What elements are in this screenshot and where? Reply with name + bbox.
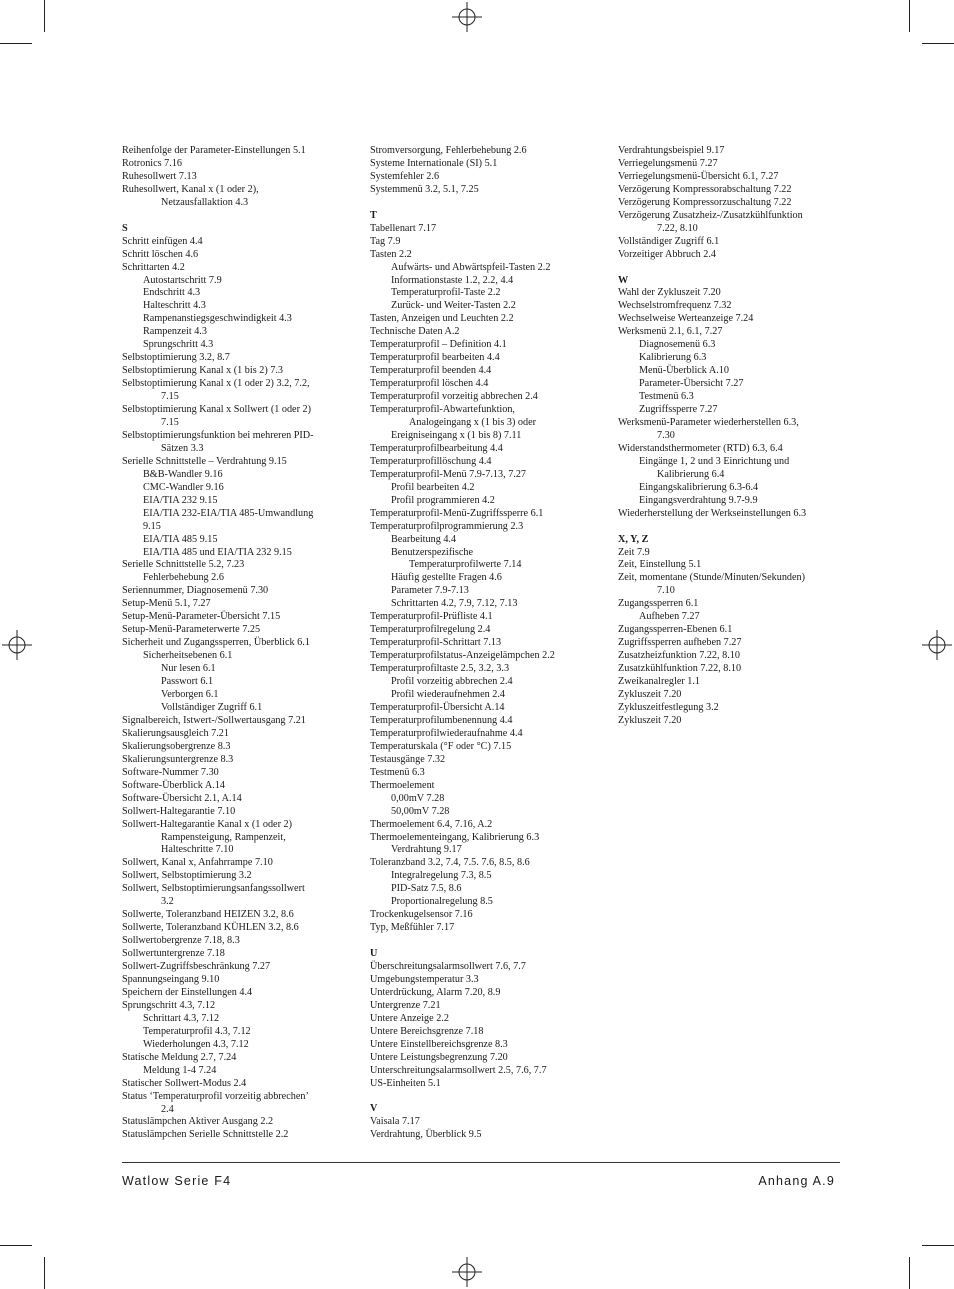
index-entry: Sicherheit und Zugangssperren, Überblick 6.1: [122, 637, 310, 649]
index-entry: Software-Überblick A.14: [122, 779, 225, 791]
index-entry: Skalierungsobergrenze 8.3: [122, 740, 231, 752]
crop-mark: [909, 1257, 910, 1289]
index-entry: Temperaturprofil beenden 4.4: [370, 365, 492, 377]
index-entry: Schrittarten 4.2, 7.9, 7.12, 7.13: [391, 598, 518, 610]
index-entry: Tasten 2.2: [370, 248, 412, 260]
index-entry: Überschreitungsalarmsollwert 7.6, 7.7: [370, 961, 526, 973]
crop-mark: [44, 1257, 45, 1289]
index-entry: Tag 7.9: [370, 235, 401, 247]
index-entry: Netzausfallaktion 4.3: [161, 196, 249, 208]
index-entry: Untere Bereichsgrenze 7.18: [370, 1025, 484, 1037]
index-entry: Reihenfolge der Parameter-Einstellungen 5.1: [122, 145, 306, 156]
index-entry: Temperaturprofil – Definition 4.1: [370, 339, 507, 351]
index-entry: Systemmenü 3.2, 5.1, 7.25: [370, 183, 479, 195]
index-entry: Zeit 7.9: [618, 546, 650, 558]
index-entry: Umgebungstemperatur 3.3: [370, 973, 479, 985]
index-entry: Zurück- und Weiter-Tasten 2.2: [391, 300, 516, 312]
index-entry: Eingänge 1, 2 und 3 Einrichtung und: [639, 455, 790, 467]
registration-mark-icon: [452, 1257, 482, 1287]
index-entry: Verzögerung Zusatzheiz-/Zusatzkühlfunktion: [618, 209, 803, 221]
index-entry: Sollwert, Selbstoptimierung 3.2: [122, 870, 252, 882]
index-entry: Setup-Menü 5.1, 7.27: [122, 598, 211, 610]
index-entry: Ereigniseingang x (1 bis 8) 7.11: [391, 429, 522, 441]
index-entry: Nur lesen 6.1: [161, 663, 216, 675]
index-entry: 0,00mV 7.28: [391, 792, 445, 804]
index-entry: Serielle Schnittstelle 5.2, 7.23: [122, 559, 245, 571]
index-entry: Werksmenü-Parameter wiederherstellen 6.3,: [618, 417, 799, 428]
index-entry: Meldung 1-4 7.24: [143, 1064, 217, 1076]
index-entry: Temperaturprofil löschen 4.4: [370, 378, 489, 390]
index-entry: Temperaturprofilstatus-Anzeigelämpchen 2.2: [370, 650, 555, 662]
index-entry: 2.4: [161, 1103, 174, 1115]
index-entry: Zugangssperren 6.1: [618, 598, 699, 610]
index-entry: Setup-Menü-Parameter-Übersicht 7.15: [122, 611, 281, 623]
index-letter-heading: W: [618, 274, 629, 286]
index-entry: Verzögerung Kompressorzuschaltung 7.22: [618, 196, 792, 208]
index-entry: Software-Nummer 7.30: [122, 766, 219, 778]
index-entry: Verdrahtung, Überblick 9.5: [370, 1129, 482, 1141]
index-letter-heading: T: [370, 209, 377, 221]
index-entry: 7.22, 8.10: [657, 222, 698, 234]
index-entry: Verdrahtung 9.17: [391, 844, 462, 856]
index-entry: Parameter 7.9-7.13: [391, 585, 469, 597]
index-entry: Wahl der Zykluszeit 7.20: [618, 287, 721, 299]
index-entry: Verriegelungsmenü 7.27: [618, 157, 718, 169]
index-entry: Temperaturprofilprogrammierung 2.3: [370, 520, 524, 532]
index-entry: Temperaturprofil vorzeitig abbrechen 2.4: [370, 391, 538, 403]
index-entry: Tabellenart 7.17: [370, 222, 437, 234]
index-entry: Verzögerung Kompressorabschaltung 7.22: [618, 183, 792, 195]
index-entry: Halteschritte 7.10: [161, 844, 234, 856]
index-entry: Endschritt 4.3: [143, 287, 201, 299]
index-entry: Kalibrierung 6.3: [639, 352, 707, 364]
index-entry: Fehlerbehebung 2.6: [143, 572, 224, 584]
index-entry: Untere Leistungsbegrenzung 7.20: [370, 1051, 508, 1063]
index-column-3: [618, 145, 853, 728]
index-entry: Unterschreitungsalarmsollwert 2.5, 7.6, 7.7: [370, 1064, 547, 1076]
index-entry: 7.15: [161, 391, 179, 403]
index-entry: Integralregelung 7.3, 8.5: [391, 870, 492, 882]
index-entry: Status ‘Temperaturprofil vorzeitig abbrechen’: [122, 1090, 309, 1102]
index-entry: Signalbereich, Istwert-/Sollwertausgang 7.21: [122, 714, 306, 726]
index-entry: Untere Anzeige 2.2: [370, 1012, 449, 1024]
index-entry: Halteschritt 4.3: [143, 300, 206, 312]
index-entry: EIA/TIA 232-EIA/TIA 485-Umwandlung: [143, 507, 314, 519]
index-entry: Statuslämpchen Serielle Schnittstelle 2.2: [122, 1129, 289, 1141]
footer-divider: [122, 1162, 840, 1163]
index-entry: Zweikanalregler 1.1: [618, 676, 701, 688]
index-entry: 7.15: [161, 417, 179, 428]
index-letter-heading: U: [370, 948, 378, 960]
index-entry: Tasten, Anzeigen und Leuchten 2.2: [370, 313, 514, 325]
index-entry: Sätzen 3.3: [161, 442, 204, 454]
index-entry: EIA/TIA 232 9.15: [143, 494, 218, 506]
index-entry: Rampensteigung, Rampenzeit,: [161, 831, 286, 843]
index-entry: Diagnosemenü 6.3: [639, 339, 716, 351]
index-entry: Zusatzkühlfunktion 7.22, 8.10: [618, 663, 742, 675]
index-entry: Typ, Meßfühler 7.17: [370, 922, 455, 934]
index-entry: Schrittart 4.3, 7.12: [143, 1012, 220, 1024]
index-entry: Temperaturprofilbearbeitung 4.4: [370, 442, 503, 454]
index-column-2: [370, 145, 610, 1142]
index-entry: Sollwerte, Toleranzband KÜHLEN 3.2, 8.6: [122, 922, 299, 934]
index-entry: Temperaturprofiltaste 2.5, 3.2, 3.3: [370, 663, 510, 675]
index-entry: EIA/TIA 485 und EIA/TIA 232 9.15: [143, 546, 292, 558]
index-entry: Vaisala 7.17: [370, 1116, 420, 1128]
index-entry: Spannungseingang 9.10: [122, 973, 220, 985]
index-entry: Untere Einstellbereichsgrenze 8.3: [370, 1038, 508, 1050]
index-entry: Zugangssperren-Ebenen 6.1: [618, 624, 733, 636]
index-entry: Profil wiederaufnehmen 2.4: [391, 689, 506, 701]
index-entry: Verriegelungsmenü-Übersicht 6.1, 7.27: [618, 170, 779, 182]
index-entry: Stromversorgung, Fehlerbehebung 2.6: [370, 145, 527, 156]
index-entry: Systemfehler 2.6: [370, 170, 440, 182]
index-entry: Aufheben 7.27: [639, 611, 700, 623]
index-entry: Aufwärts- und Abwärtspfeil-Tasten 2.2: [391, 261, 551, 273]
index-entry: Selbstoptimierung Kanal x (1 oder 2) 3.2, 7.2,: [122, 378, 310, 390]
index-entry: Schritt löschen 4.6: [122, 248, 199, 260]
index-entry: Skalierungsausgleich 7.21: [122, 727, 229, 739]
index-letter-heading: X, Y, Z: [618, 533, 649, 545]
index-entry: Ruhesollwert, Kanal x (1 oder 2),: [122, 183, 259, 195]
index-entry: Zugriffssperre 7.27: [639, 404, 718, 416]
index-entry: Selbstoptimierung Kanal x (1 bis 2) 7.3: [122, 365, 284, 377]
index-entry: Temperaturprofil-Prüfliste 4.1: [370, 611, 493, 623]
index-entry: Profil vorzeitig abbrechen 2.4: [391, 676, 513, 688]
index-entry: Setup-Menü-Parameterwerte 7.25: [122, 624, 261, 636]
index-entry: Selbstoptimierung Kanal x Sollwert (1 oder 2): [122, 404, 312, 416]
index-entry: Proportionalregelung 8.5: [391, 896, 493, 908]
index-entry: Vollständiger Zugriff 6.1: [618, 235, 720, 247]
index-entry: Menü-Überblick A.10: [639, 365, 729, 377]
index-entry: Rampenzeit 4.3: [143, 326, 207, 338]
index-entry: Sollwert, Kanal x, Anfahrrampe 7.10: [122, 857, 273, 869]
registration-mark-icon: [2, 630, 32, 660]
index-entry: Sollwerte, Toleranzband HEIZEN 3.2, 8.6: [122, 909, 294, 921]
index-entry: Profil programmieren 4.2: [391, 494, 495, 506]
index-entry: Thermoelementeingang, Kalibrierung 6.3: [370, 831, 540, 843]
index-entry: Unterdrückung, Alarm 7.20, 8.9: [370, 986, 501, 998]
index-entry: Sollwert-Haltegarantie 7.10: [122, 805, 236, 817]
crop-mark: [0, 43, 32, 44]
index-entry: Software-Übersicht 2.1, A.14: [122, 792, 242, 804]
index-entry: 50,00mV 7.28: [391, 805, 450, 817]
index-entry: Profil bearbeiten 4.2: [391, 481, 475, 493]
index-entry: Wechselstromfrequenz 7.32: [618, 300, 732, 312]
index-entry: Sollwert, Selbstoptimierungsanfangssollwert: [122, 883, 305, 895]
index-entry: Sprungschritt 4.3, 7.12: [122, 999, 216, 1011]
index-entry: Skalierungsuntergrenze 8.3: [122, 753, 234, 765]
index-letter-heading: V: [370, 1103, 378, 1115]
index-entry: Speichern der Einstellungen 4.4: [122, 986, 253, 998]
index-entry: Statische Meldung 2.7, 7.24: [122, 1051, 237, 1063]
index-entry: Vollständiger Zugriff 6.1: [161, 701, 263, 713]
index-entry: Zykluszeit 7.20: [618, 689, 682, 700]
crop-mark: [909, 0, 910, 32]
index-entry: US-Einheiten 5.1: [370, 1077, 441, 1089]
crop-mark: [922, 43, 954, 44]
index-entry: Temperaturprofilwerte 7.14: [409, 559, 522, 571]
index-entry: Schritt einfügen 4.4: [122, 235, 203, 247]
index-entry: CMC-Wandler 9.16: [143, 481, 224, 493]
index-entry: Analogeingang x (1 bis 3) oder: [409, 417, 537, 428]
index-entry: Toleranzband 3.2, 7.4, 7.5. 7.6, 8.5, 8.6: [370, 857, 530, 869]
index-entry: Temperaturprofil-Menü-Zugriffssperre 6.1: [370, 507, 544, 519]
index-entry: Temperaturprofillöschung 4.4: [370, 455, 492, 467]
index-entry: 3.2: [161, 896, 174, 908]
index-entry: Benutzerspezifische: [391, 546, 474, 558]
index-entry: Temperaturprofil-Abwartefunktion,: [370, 404, 515, 416]
index-entry: Werksmenü 2.1, 6.1, 7.27: [618, 326, 723, 338]
index-entry: Sollwertuntergrenze 7.18: [122, 948, 225, 960]
index-entry: Testausgänge 7.32: [370, 753, 446, 765]
index-entry: Systeme Internationale (SI) 5.1: [370, 157, 498, 169]
index-entry: PID-Satz 7.5, 8.6: [391, 883, 462, 895]
index-entry: Temperaturprofil-Menü 7.9-7.13, 7.27: [370, 468, 527, 480]
index-entry: Zusatzheizfunktion 7.22, 8.10: [618, 650, 740, 662]
index-entry: Temperaturprofilregelung 2.4: [370, 624, 491, 636]
index-letter-heading: S: [122, 222, 128, 234]
index-entry: Statuslämpchen Aktiver Ausgang 2.2: [122, 1116, 274, 1128]
index-entry: Serielle Schnittstelle – Verdrahtung 9.15: [122, 455, 287, 467]
index-entry: Zeit, momentane (Stunde/Minuten/Sekunden): [618, 572, 806, 584]
index-entry: Autostartschritt 7.9: [143, 274, 222, 286]
index-entry: Sollwert-Haltegarantie Kanal x (1 oder 2): [122, 818, 293, 830]
index-entry: Zugriffssperren aufheben 7.27: [618, 637, 742, 649]
index-entry: Verdrahtungsbeispiel 9.17: [618, 145, 725, 156]
index-entry: Testmenü 6.3: [370, 766, 425, 778]
index-entry: Temperaturprofilumbenennung 4.4: [370, 714, 513, 726]
index-entry: Temperaturprofil 4.3, 7.12: [143, 1025, 251, 1037]
index-entry: Selbstoptimierung 3.2, 8.7: [122, 352, 230, 364]
crop-mark: [44, 0, 45, 32]
index-entry: Bearbeitung 4.4: [391, 533, 457, 545]
index-entry: Sollwert-Zugriffsbeschränkung 7.27: [122, 961, 271, 973]
index-entry: Eingangsverdrahtung 9.7-9.9: [639, 494, 758, 506]
index-entry: Trockenkugelsensor 7.16: [370, 909, 473, 921]
index-entry: Selbstoptimierungsfunktion bei mehreren PID-: [122, 429, 314, 441]
index-entry: Sicherheitsebenen 6.1: [143, 650, 233, 662]
index-entry: Thermoelement 6.4, 7.16, A.2: [370, 818, 493, 830]
index-entry: Häufig gestellte Fragen 4.6: [391, 572, 502, 584]
index-entry: Sollwertobergrenze 7.18, 8.3: [122, 935, 240, 947]
index-entry: Untergrenze 7.21: [370, 999, 441, 1011]
index-entry: Sprungschritt 4.3: [143, 339, 214, 351]
index-entry: Thermoelement: [370, 779, 435, 791]
index-entry: 9.15: [143, 520, 161, 532]
index-entry: Verborgen 6.1: [161, 689, 219, 701]
index-entry: Wiederherstellung der Werkseinstellungen 6.3: [618, 507, 807, 519]
index-entry: 7.30: [657, 429, 675, 441]
index-entry: B&B-Wandler 9.16: [143, 468, 223, 480]
index-entry: Rampenanstiegsgeschwindigkeit 4.3: [143, 313, 292, 325]
index-entry: Zykluszeitfestlegung 3.2: [618, 701, 719, 713]
index-entry: Temperaturskala (°F oder °C) 7.15: [370, 740, 512, 752]
index-entry: Kalibrierung 6.4: [657, 468, 725, 480]
crop-mark: [0, 1245, 32, 1246]
index-entry: 7.10: [657, 585, 675, 597]
crop-mark: [922, 1245, 954, 1246]
footer-page-number: Anhang A.9: [758, 1174, 835, 1188]
index-entry: Seriennummer, Diagnosemenü 7.30: [122, 585, 269, 597]
index-entry: Ruhesollwert 7.13: [122, 170, 197, 182]
index-entry: Temperaturprofil-Taste 2.2: [391, 287, 501, 299]
index-entry: Wechselweise Werteanzeige 7.24: [618, 313, 754, 325]
index-entry: Schrittarten 4.2: [122, 261, 185, 273]
footer-title: Watlow Serie F4: [122, 1174, 232, 1188]
index-entry: Widerstandsthermometer (RTD) 6.3, 6.4: [618, 442, 783, 454]
registration-mark-icon: [452, 2, 482, 32]
index-entry: Temperaturprofil-Schrittart 7.13: [370, 637, 502, 649]
index-entry: Parameter-Übersicht 7.27: [639, 378, 744, 390]
index-entry: Zykluszeit 7.20: [618, 714, 682, 726]
index-entry: EIA/TIA 485 9.15: [143, 533, 218, 545]
index-entry: Statischer Sollwert-Modus 2.4: [122, 1077, 247, 1089]
index-entry: Technische Daten A.2: [370, 326, 460, 338]
index-entry: Testmenü 6.3: [639, 391, 694, 403]
index-column-1: [122, 145, 362, 1142]
registration-mark-icon: [922, 630, 952, 660]
index-entry: Temperaturprofil bearbeiten 4.4: [370, 352, 500, 364]
index-entry: Eingangskalibrierung 6.3-6.4: [639, 481, 759, 493]
index-entry: Informationstaste 1.2, 2.2, 4.4: [391, 274, 514, 286]
index-entry: Zeit, Einstellung 5.1: [618, 559, 702, 571]
index-entry: Passwort 6.1: [161, 676, 214, 688]
index-entry: Vorzeitiger Abbruch 2.4: [618, 248, 716, 260]
index-entry: Rotronics 7.16: [122, 157, 182, 169]
index-entry: Temperaturprofilwiederaufnahme 4.4: [370, 727, 523, 739]
index-entry: Temperaturprofil-Übersicht A.14: [370, 701, 505, 713]
index-entry: Wiederholungen 4.3, 7.12: [143, 1038, 249, 1050]
